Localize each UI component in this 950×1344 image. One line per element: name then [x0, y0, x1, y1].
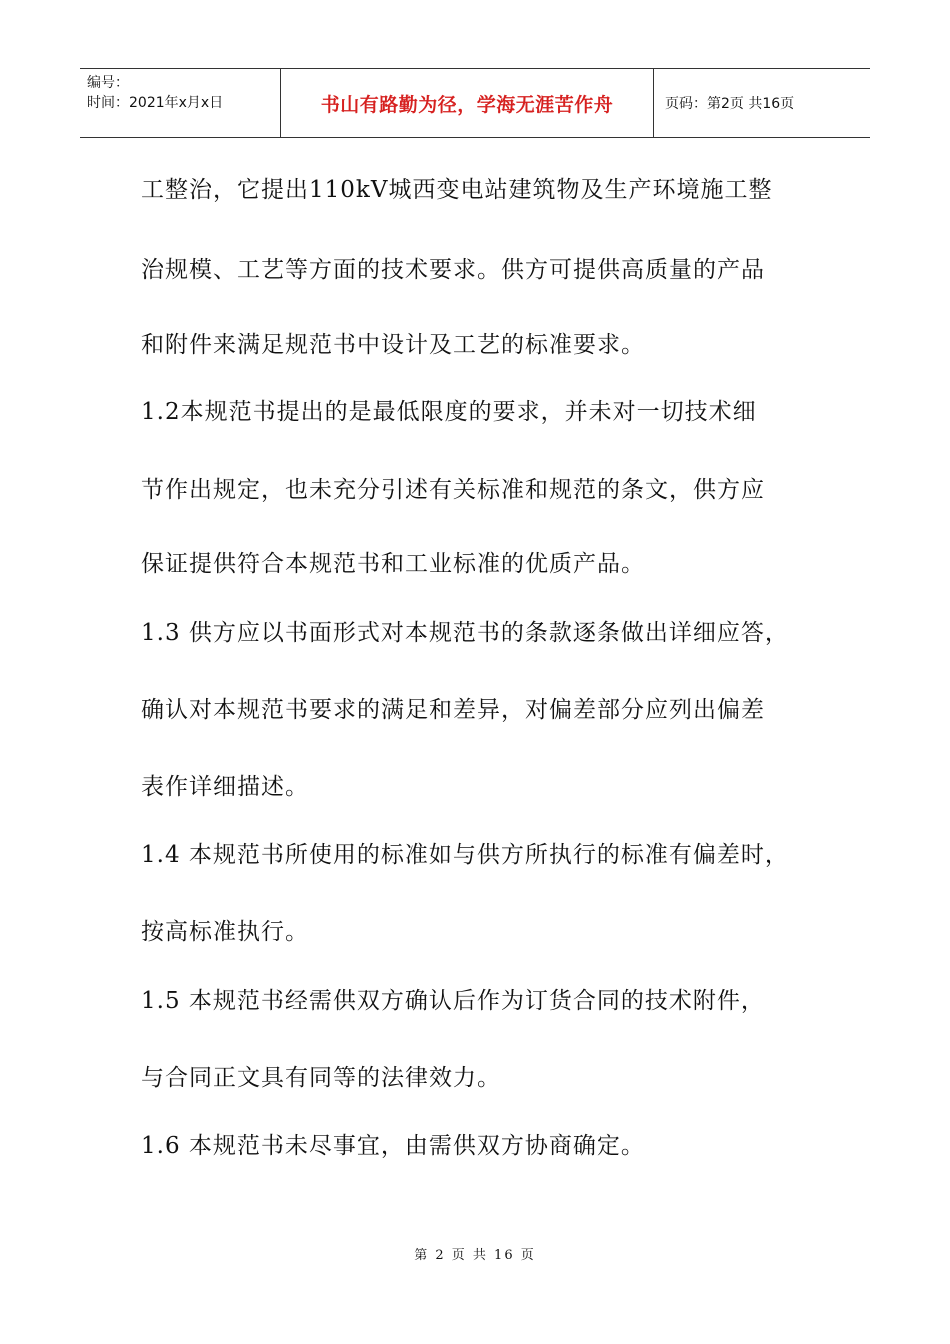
- header-page-cell: [654, 69, 870, 137]
- body-line: 表作详细描述。: [141, 774, 309, 800]
- header-page-info: 页码：第2页 共16页: [665, 96, 795, 112]
- body-line: 1.6 本规范书未尽事宜，由需供双方协商确定。: [141, 1133, 645, 1159]
- body-line: 节作出规定，也未充分引述有关标准和规范的条文，供方应: [141, 477, 765, 503]
- body-line: 按高标准执行。: [141, 919, 309, 945]
- body-line: 确认对本规范书要求的满足和差异，对偏差部分应列出偏差: [141, 697, 765, 723]
- body-line: 1.3 供方应以书面形式对本规范书的条款逐条做出详细应答，: [141, 620, 789, 646]
- body-line: 1.4 本规范书所使用的标准如与供方所执行的标准有偏差时，: [141, 842, 789, 868]
- body-line: 1.5 本规范书经需供双方确认后作为订货合同的技术附件，: [141, 988, 765, 1014]
- body-line: 工整治，它提出110kV城西变电站建筑物及生产环境施工整: [141, 177, 773, 203]
- page-footer: [0, 1244, 950, 1263]
- header-motto-cell: [281, 69, 654, 137]
- document-number-label: 编号：: [87, 75, 129, 91]
- body-line: 治规模、工艺等方面的技术要求。供方可提供高质量的产品: [141, 257, 765, 283]
- header-motto: 书山有路勤为径，学海无涯苦作舟: [320, 93, 614, 116]
- body-line: 1.2本规范书提出的是最低限度的要求，并未对一切技术细: [141, 399, 757, 425]
- footer-page-number: 第 2 页 共 16 页: [414, 1248, 536, 1263]
- body-line: 和附件来满足规范书中设计及工艺的标准要求。: [141, 332, 645, 358]
- body-line: 保证提供符合本规范书和工业标准的优质产品。: [141, 551, 645, 577]
- body-line: 与合同正文具有同等的法律效力。: [141, 1065, 501, 1091]
- page-header: [80, 68, 870, 138]
- document-time-label: 时间：2021年x月x日: [87, 95, 224, 111]
- header-meta-cell: [80, 69, 281, 137]
